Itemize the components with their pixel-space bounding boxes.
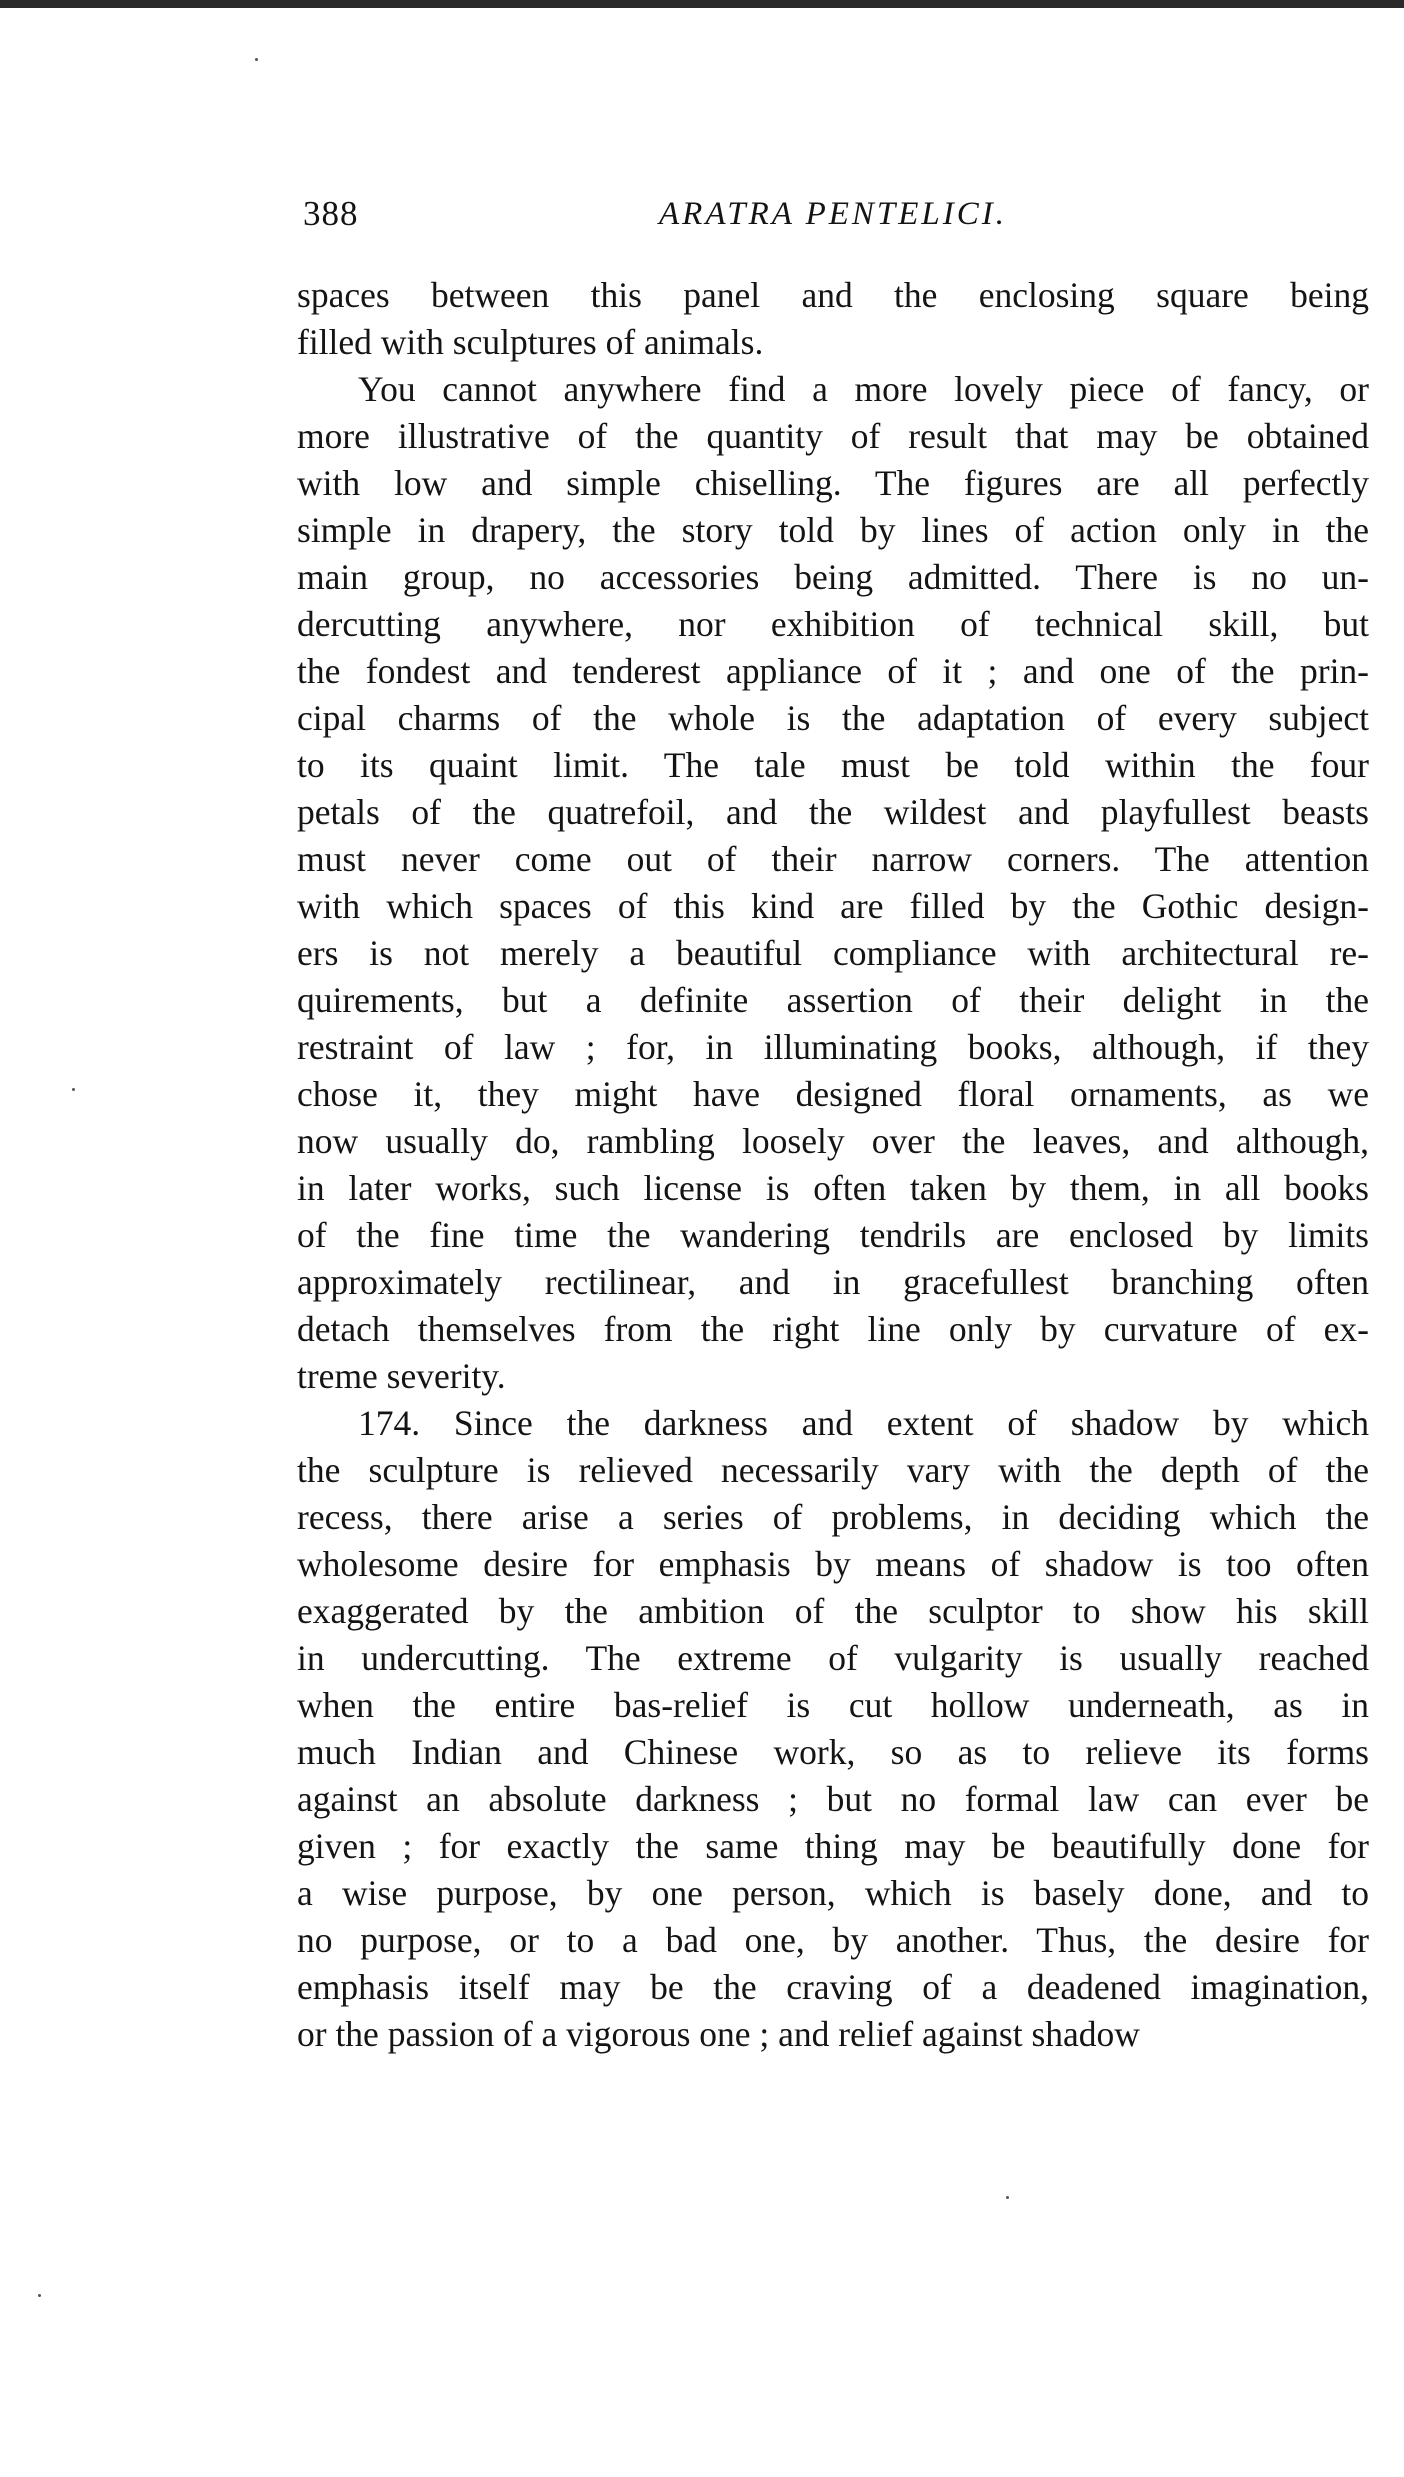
body-text [297,272,1369,2058]
running-title: ARATRA PENTELICI. [659,196,1007,232]
text-line: spaces between this panel and the enclosing square being [297,275,1369,315]
text-line: with which spaces of this kind are filled by the Gothic design- [297,886,1369,926]
text-line: filled with sculptures of animals. [297,322,764,362]
page-top-edge [0,0,1404,8]
text-line: wholesome desire for emphasis by means of shadow is too often [297,1544,1369,1584]
text-line: detach themselves from the right line only by curvature of ex- [297,1309,1369,1349]
scan-speck [255,58,258,61]
text-line: 174. Since the darkness and extent of shadow by which [358,1403,1369,1443]
text-line: in later works, such license is often taken by them, in all books [297,1168,1369,1208]
paragraph-fancy [297,366,1369,1400]
text-line: to its quaint limit. The tale must be told within the four [297,745,1369,785]
text-line: against an absolute darkness ; but no formal law can ever be [297,1779,1369,1819]
paragraph-continuation [297,272,1369,366]
text-line: or the passion of a vigorous one ; and relief against shadow [297,2014,1140,2054]
text-line: recess, there arise a series of problems, in deciding which the [297,1497,1369,1537]
text-line: main group, no accessories being admitted. There is no un- [297,557,1369,597]
text-line: restraint of law ; for, in illuminating books, although, if they [297,1027,1369,1067]
page-header [297,190,1369,238]
text-line: much Indian and Chinese work, so as to relieve its forms [297,1732,1369,1772]
text-line: approximately rectilinear, and in gracefullest branching often [297,1262,1369,1302]
text-line: must never come out of their narrow corners. The attention [297,839,1369,879]
text-line: in undercutting. The extreme of vulgarity is usually reached [297,1638,1369,1678]
text-line: given ; for exactly the same thing may be beautifully done for [297,1826,1369,1866]
text-line: petals of the quatrefoil, and the wildest and playfullest beasts [297,792,1369,832]
text-line: simple in drapery, the story told by lines of action only in the [297,510,1369,550]
text-line: cipal charms of the whole is the adaptation of every subject [297,698,1369,738]
text-line: exaggerated by the ambition of the sculptor to show his skill [297,1591,1369,1631]
scan-speck [38,2294,41,2297]
text-line: no purpose, or to a bad one, by another. Thus, the desire for [297,1920,1369,1960]
text-line: more illustrative of the quantity of result that may be obtained [297,416,1369,456]
text-line: with low and simple chiselling. The figures are all perfectly [297,463,1369,503]
text-line: the sculpture is relieved necessarily vary with the depth of the [297,1450,1369,1490]
text-line: treme severity. [297,1356,506,1396]
text-line: emphasis itself may be the craving of a deadened imagination, [297,1967,1369,2007]
scan-speck [1006,2196,1009,2199]
text-line: the fondest and tenderest appliance of it ; and one of the prin- [297,651,1369,691]
paragraph-174 [297,1400,1369,2058]
page-number: 388 [303,194,359,233]
text-line: now usually do, rambling loosely over the leaves, and although, [297,1121,1369,1161]
scan-speck [72,1088,75,1091]
text-line: dercutting anywhere, nor exhibition of technical skill, but [297,604,1369,644]
text-line: a wise purpose, by one person, which is basely done, and to [297,1873,1369,1913]
text-line: quirements, but a definite assertion of their delight in the [297,980,1369,1020]
text-line: You cannot anywhere find a more lovely piece of fancy, or [358,369,1369,409]
text-line: ers is not merely a beautiful compliance with architectural re- [297,933,1369,973]
text-line: when the entire bas-relief is cut hollow underneath, as in [297,1685,1369,1725]
text-line: chose it, they might have designed floral ornaments, as we [297,1074,1369,1114]
text-line: of the fine time the wandering tendrils are enclosed by limits [297,1215,1369,1255]
